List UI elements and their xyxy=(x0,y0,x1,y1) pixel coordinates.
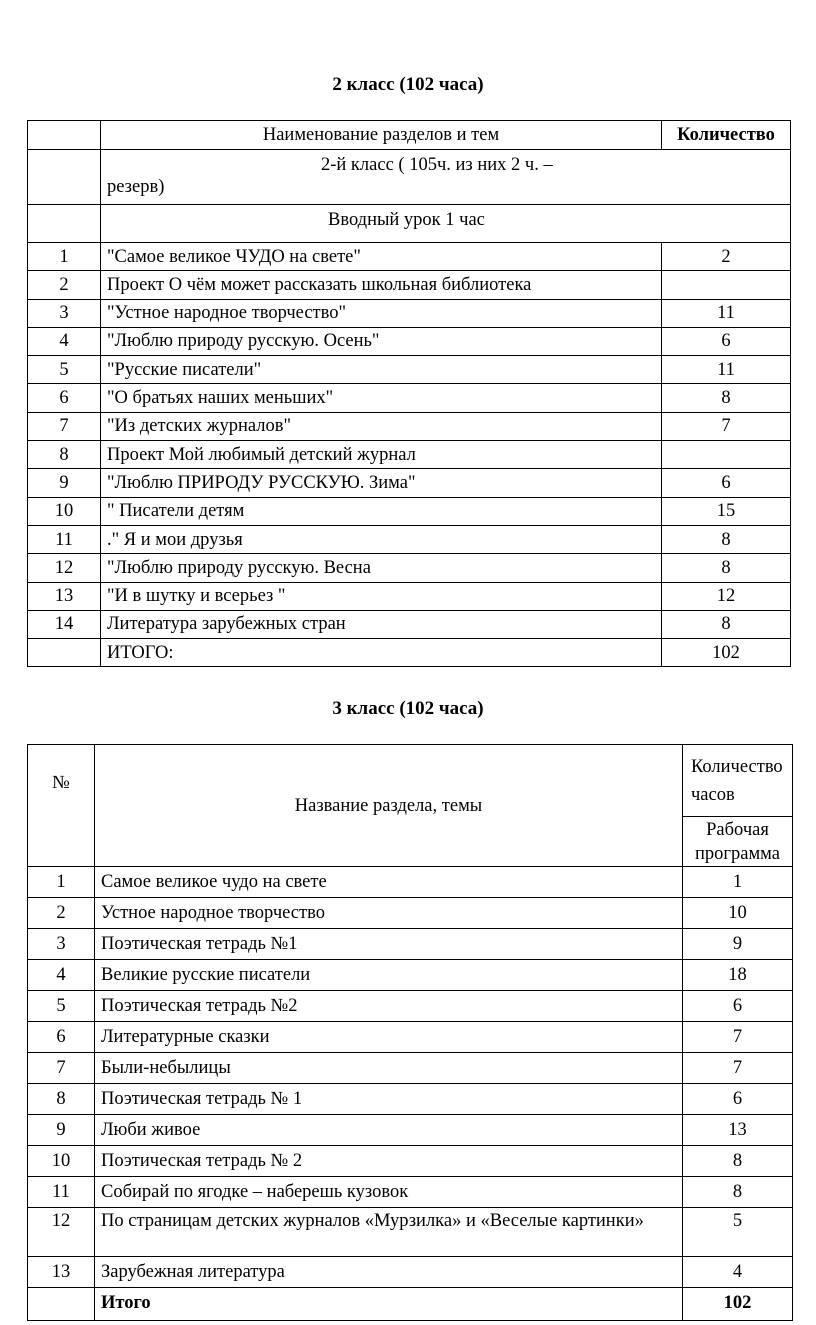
grade3-row-count: 7 xyxy=(683,1022,793,1053)
grade3-row xyxy=(28,1177,793,1208)
grade2-num-header xyxy=(28,121,101,150)
grade2-row xyxy=(28,554,791,582)
grade3-row-topic: Поэтическая тетрадь № 1 xyxy=(95,1084,683,1115)
grade3-row-topic: Зарубежная литература xyxy=(95,1257,683,1288)
grade2-topic-header: Наименование разделов и тем xyxy=(101,121,662,150)
section3-title: 3 класс (102 часа) xyxy=(332,698,484,719)
grade2-row-topic: ." Я и мои друзья xyxy=(101,525,662,553)
grade2-row-number: 7 xyxy=(28,412,101,440)
grade3-row-number: 9 xyxy=(28,1115,95,1146)
grade3-row xyxy=(28,929,793,960)
grade2-subheader xyxy=(101,150,791,205)
grade2-row-topic: Проект Мой любимый детский журнал xyxy=(101,441,662,469)
grade3-topic-header-cell xyxy=(95,745,683,867)
grade3-row xyxy=(28,898,793,929)
grade3-program-header: Рабочая программа xyxy=(683,817,793,867)
grade2-row-count: 8 xyxy=(662,610,791,638)
grade3-row-count: 8 xyxy=(683,1146,793,1177)
grade3-row-count: 10 xyxy=(683,898,793,929)
grade3-row-number: 3 xyxy=(28,929,95,960)
grade2-row-topic: "Люблю ПРИРОДУ РУССКУЮ. Зима" xyxy=(101,469,662,497)
grade2-row-count: 15 xyxy=(662,497,791,525)
grade3-row xyxy=(28,1084,793,1115)
grade2-row-number: 1 xyxy=(28,243,101,271)
grade2-row xyxy=(28,356,791,384)
grade3-row-count: 6 xyxy=(683,1084,793,1115)
grade3-row-topic: Поэтическая тетрадь №2 xyxy=(95,991,683,1022)
grade3-row-topic: Поэтическая тетрадь № 2 xyxy=(95,1146,683,1177)
grade3-row-count: 7 xyxy=(683,1053,793,1084)
grade3-row-number: 8 xyxy=(28,1084,95,1115)
grade2-row-count: 8 xyxy=(662,384,791,412)
grade2-row xyxy=(28,441,791,469)
grade3-row-count: 4 xyxy=(683,1257,793,1288)
grade3-row-number: 13 xyxy=(28,1257,95,1288)
grade3-row xyxy=(28,1208,793,1257)
grade3-num-header: № xyxy=(28,745,95,867)
grade2-row-number: 11 xyxy=(28,525,101,553)
grade2-row xyxy=(28,299,791,327)
grade2-row-number: 9 xyxy=(28,469,101,497)
grade3-row-topic: Великие русские писатели xyxy=(95,960,683,991)
grade2-row-number: 2 xyxy=(28,271,101,299)
grade3-row-number: 4 xyxy=(28,960,95,991)
grade2-row-number: 12 xyxy=(28,554,101,582)
grade2-row xyxy=(28,582,791,610)
grade3-row-count: 13 xyxy=(683,1115,793,1146)
grade3-row-count: 8 xyxy=(683,1177,793,1208)
grade3-table xyxy=(27,744,793,1321)
grade2-row-count: 8 xyxy=(662,554,791,582)
grade3-row-count: 18 xyxy=(683,960,793,991)
grade3-row xyxy=(28,867,793,898)
grade2-row-number: 8 xyxy=(28,441,101,469)
grade3-total-num xyxy=(28,1288,95,1321)
grade3-row-topic: По страницам детских журналов «Мурзилка» и «Веселые картинки» xyxy=(95,1208,683,1257)
grade3-row-topic: Были-небылицы xyxy=(95,1053,683,1084)
grade2-total-label: ИТОГО: xyxy=(101,639,662,667)
grade2-row-number: 10 xyxy=(28,497,101,525)
grade2-row-number: 3 xyxy=(28,299,101,327)
grade2-row-topic: "Люблю природу русскую. Осень" xyxy=(101,327,662,355)
grade2-row-count xyxy=(662,271,791,299)
grade2-row xyxy=(28,384,791,412)
grade2-row-topic: "Устное народное творчество" xyxy=(101,299,662,327)
grade2-row-topic: "О братьях наших меньших" xyxy=(101,384,662,412)
grade2-row xyxy=(28,610,791,638)
grade3-row-topic: Литературные сказки xyxy=(95,1022,683,1053)
grade2-row-topic: "Из детских журналов" xyxy=(101,412,662,440)
grade3-row xyxy=(28,960,793,991)
grade3-row-number: 11 xyxy=(28,1177,95,1208)
grade3-row xyxy=(28,991,793,1022)
grade2-row-number: 4 xyxy=(28,327,101,355)
grade3-row-topic: Люби живое xyxy=(95,1115,683,1146)
grade2-row-topic: "Русские писатели" xyxy=(101,356,662,384)
grade2-subheader-line1: 2-й класс ( 105ч. из них 2 ч. – xyxy=(321,155,553,175)
grade3-row-topic: Устное народное творчество xyxy=(95,898,683,929)
grade2-row-count: 11 xyxy=(662,356,791,384)
grade3-row-topic: Самое великое чудо на свете xyxy=(95,867,683,898)
grade3-total-label: Итого xyxy=(95,1288,683,1321)
grade2-row-count: 6 xyxy=(662,327,791,355)
grade2-row-count: 12 xyxy=(662,582,791,610)
grade2-row xyxy=(28,525,791,553)
grade3-row-number: 10 xyxy=(28,1146,95,1177)
grade2-row xyxy=(28,327,791,355)
grade2-row xyxy=(28,412,791,440)
grade2-total-value: 102 xyxy=(662,639,791,667)
grade2-row-count xyxy=(662,441,791,469)
grade2-row xyxy=(28,243,791,271)
grade3-row-count: 5 xyxy=(683,1208,793,1257)
grade3-row-number: 5 xyxy=(28,991,95,1022)
grade2-row-count: 6 xyxy=(662,469,791,497)
grade3-row xyxy=(28,1257,793,1288)
grade2-row-topic: "Люблю природу русскую. Весна xyxy=(101,554,662,582)
grade3-row-number: 1 xyxy=(28,867,95,898)
grade2-row-topic: Литература зарубежных стран xyxy=(101,610,662,638)
grade3-total-value: 102 xyxy=(683,1288,793,1321)
grade3-row xyxy=(28,1146,793,1177)
grade3-row-number: 2 xyxy=(28,898,95,929)
grade2-row xyxy=(28,271,791,299)
grade3-row-count: 6 xyxy=(683,991,793,1022)
grade2-row-count: 2 xyxy=(662,243,791,271)
grade2-subheader-num xyxy=(28,150,101,205)
grade3-row-number: 12 xyxy=(28,1208,95,1257)
grade3-row xyxy=(28,1053,793,1084)
grade3-row-number: 7 xyxy=(28,1053,95,1084)
grade2-row-number: 13 xyxy=(28,582,101,610)
grade3-topic-header: Название раздела, темы xyxy=(294,796,483,816)
grade2-row-number: 6 xyxy=(28,384,101,412)
grade3-row-count: 9 xyxy=(683,929,793,960)
grade3-row-number: 6 xyxy=(28,1022,95,1053)
grade2-total-num xyxy=(28,639,101,667)
grade2-row-count: 7 xyxy=(662,412,791,440)
grade2-row-topic: Проект О чём может рассказать школьная библиотека xyxy=(101,271,662,299)
grade2-row-number: 5 xyxy=(28,356,101,384)
grade2-row-topic: "Самое великое ЧУДО на свете" xyxy=(101,243,662,271)
grade2-count-header: Количество xyxy=(662,121,791,150)
grade2-row xyxy=(28,497,791,525)
grade2-row-count: 8 xyxy=(662,525,791,553)
grade2-row xyxy=(28,469,791,497)
grade2-row-topic: " Писатели детям xyxy=(101,497,662,525)
grade2-row-topic: "И в шутку и всерьез " xyxy=(101,582,662,610)
section2-title: 2 класс (102 часа) xyxy=(332,74,484,95)
grade2-row-number: 14 xyxy=(28,610,101,638)
grade3-row-topic: Поэтическая тетрадь №1 xyxy=(95,929,683,960)
grade3-row xyxy=(28,1115,793,1146)
grade3-row-topic: Собирай по ягодке – наберешь кузовок xyxy=(95,1177,683,1208)
grade3-row xyxy=(28,1022,793,1053)
grade3-row-count: 1 xyxy=(683,867,793,898)
grade2-row-count: 11 xyxy=(662,299,791,327)
grade2-intro: Вводный урок 1 час xyxy=(101,205,791,243)
grade3-count-header: Количество часов xyxy=(683,745,793,817)
grade2-intro-num xyxy=(28,205,101,243)
grade2-table xyxy=(27,120,791,667)
grade2-subheader-line2: резерв) xyxy=(107,177,165,198)
